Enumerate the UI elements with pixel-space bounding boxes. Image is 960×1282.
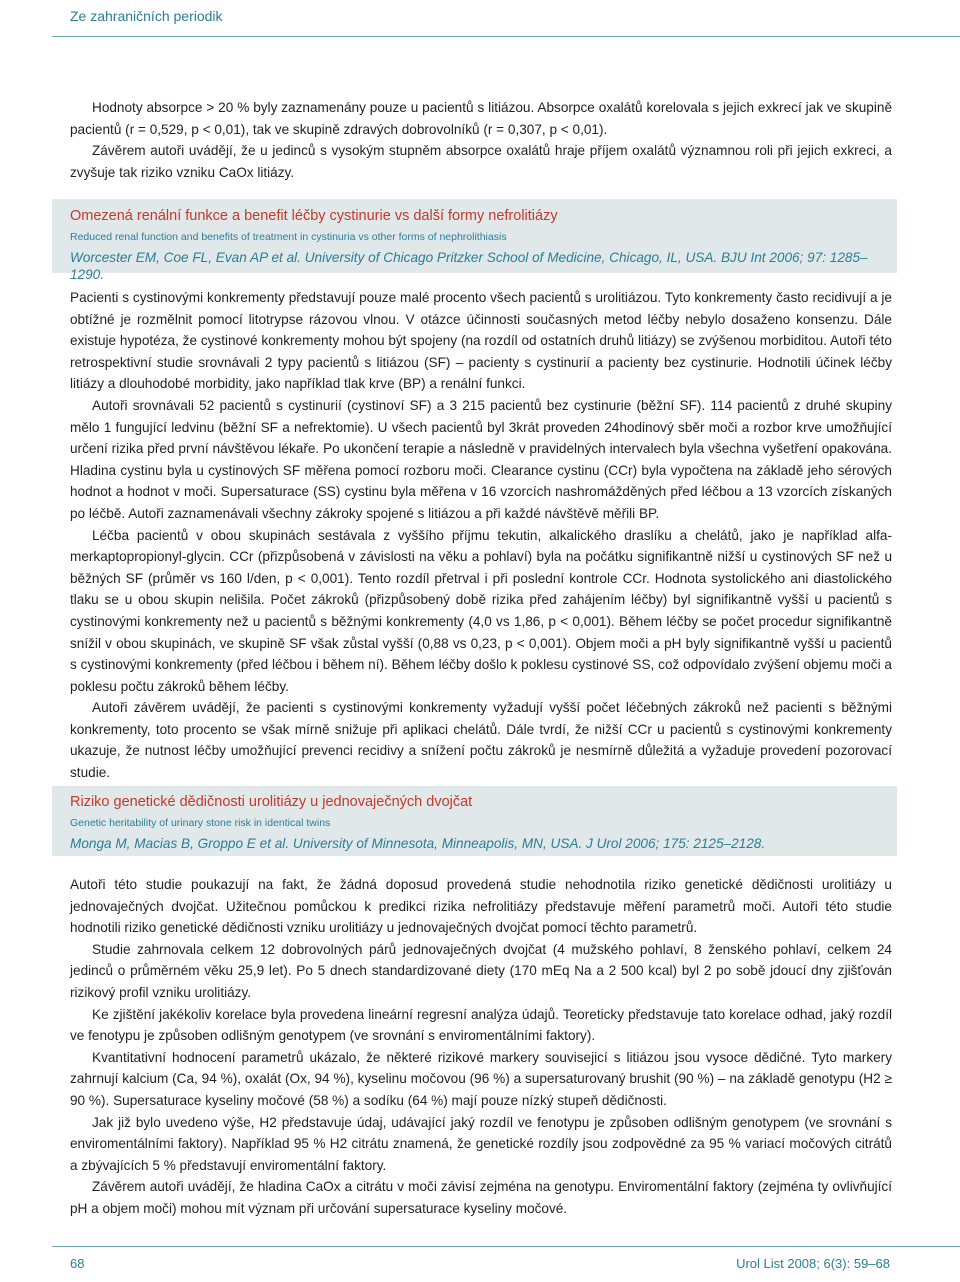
article-citation: Monga M, Macias B, Groppo E et al. University of Minnesota, Minneapolis, MN, USA. J Urol 2006; 175: 2125–2128.: [70, 836, 766, 851]
paragraph: Studie zahrnovala celkem 12 dobrovolných párů jednovaječných dvojčat (4 mužského pohlaví, 8 ženského pohlaví, celkem 24 jedinců o průměrném věku 25,9 let). Po 5 dnech standardizované diety (170 mEq Na a 2 500 kcal) byl 2 po sobě jdoucí dny zjišťován rizikový profil vzniku urolitiázy.: [70, 941, 892, 1000]
article-header-box: [52, 786, 897, 856]
footer-rule: [52, 1246, 960, 1247]
paragraph: Hodnoty absorpce > 20 % byly zaznamenány pouze u pacientů s litiázou. Absorpce oxalátů korelovala s jejich exkrecí jak ve skupině pacientů (r = 0,529, p < 0,01), tak ve skupině zdravých dobrovolníků (r = 0,307, p < 0,01).: [70, 100, 892, 137]
article-body: [70, 287, 892, 784]
article-title: Omezená renální funkce a benefit léčby cystinurie vs další formy nefrolitiázy: [70, 208, 558, 224]
paragraph: Autoři této studie poukazují na fakt, že žádná doposud provedená studie nehodnotila riziko genetické dědičnosti urolitiázy u jednovaječných dvojčat. Užitečnou pomůckou k predikci rizika nefrolitiázy představuje měření parametrů moči. Autoři této studie hodnotili riziko genetické dědičnosti vzniku urolitiázy u jednovaječných dvojčat pomocí těchto parametrů.: [70, 877, 892, 936]
article-subtitle: Genetic heritability of urinary stone risk in identical twins: [70, 817, 331, 829]
paragraph: Autoři srovnávali 52 pacientů s cystinurií (cystinoví SF) a 3 215 pacientů bez cystinurie (běžní SF). 114 pacientů z druhé skupiny mělo 1 fungující ledvinu (běžní SF a nefrektomie). U všech pacientů byl 3krát proveden 24hodinový sběr moči a rozbor krve umožňující určení rizika před první návštěvou lékaře. Po ukončení terapie a následně v pravidelných intervalech byla všechna vyšetření opakována. Hladina cystinu byla u cystinových SF měřena pomocí rozboru moči. Clearance cystinu (CCr) byla vypočtena na základě jeho sérových hodnot a hodnot v moči. Supersaturace (SS) cystinu byla měřena v 16 vzorcích nashromážděných před léčbou a 13 vzorcích získaných po léčbě. Autoři zaznamenávali všechny zákroky spojené s litiázou a při každé návštěvě měřili BP.: [70, 397, 892, 521]
paragraph: Pacienti s cystinovými konkrementy představují pouze malé procento všech pacientů s urolitiázou. Tyto konkrementy často recidivují a je obtížné je rozmělnit pomocí litotrypse rázovou vlnou. V otázce účinnosti současných metod léčby nebylo dosaženo konsenzu. Dále existuje hypotéza, že cystinové konkrementy mohou být spojeny (na rozdíl od ostatních druhů litiázy) se zvýšenou morbiditou. Autoři této retrospektivní studie srovnávali 2 typy pacientů s litiázou (SF) – pacienty s cystinurií a pacienty bez cystinurie. Hodnotili účinek léčby litiázy a dlouhodobé morbidity, jako například tlak krve (BP) a renální funkci.: [70, 290, 892, 392]
article-body: [70, 874, 892, 1220]
paragraph: Kvantitativní hodnocení parametrů ukázalo, že některé rizikové markery souvisejicí s litiázou jsou vysoce dědičné. Tyto markery zahrnují kalcium (Ca, 94 %), oxalát (Ox, 94 %), kyselinu močovou (96 %) a supersaturovaný brushit (90 %) – na základě genotypu (H2 ≥ 90 %). Supersaturace kyseliny močové (58 %) a sodíku (64 %) mají pouze nízký stupeň dědičnosti.: [70, 1049, 892, 1108]
article-header-box: [52, 199, 897, 282]
paragraph: Autoři závěrem uvádějí, že pacienti s cystinovými konkrementy vyžadují vyšší počet léčebných zákroků než pacienti s běžnými konkrementy, toto procento se však mírně snižuje při aplikaci chelátů. Dále tvrdí, že nižší CCr u pacientů s cystinovými konkrementy ukazuje, že nutnost léčby umožňující prevenci recidivy a snížení počtu zákroků je nesmírně důležitá a vyžaduje provedení pozorovací studie.: [70, 700, 892, 781]
paragraph: Jak již bylo uvedeno výše, H2 představuje údaj, udávající jaký rozdíl ve fenotypu je způsoben odlišným genotypem (ve srovnání s enviromentálními faktory). Například 95 % H2 citrátu znamená, že genetické rozdíly jsou zodpovědné za 95 % variací močových citrátů a zbývajících 5 % představují enviromentální faktory.: [70, 1114, 892, 1173]
article-citation: Worcester EM, Coe FL, Evan AP et al. University of Chicago Pritzker School of Medicine, Chicago, IL, USA. BJU Int 2006; 97: 1285–1290.: [70, 250, 868, 282]
article-title: Riziko genetické dědičnosti urolitiázy u jednovaječných dvojčat: [70, 794, 473, 810]
paragraph: Závěrem autoři uvádějí, že hladina CaOx a citrátu v moči závisí zejména na genotypu. Enviromentální faktory (zejména ty ovlivňující pH a objem moči) mohou mít význam při určování supersaturace kyseliny močové.: [70, 1179, 892, 1216]
paragraph: Závěrem autoři uvádějí, že u jedinců s vysokým stupněm absorpce oxalátů hraje příjem oxalátů významnou roli při jejich exkreci, a zvyšuje tak riziko vzniku CaOx litiázy.: [70, 143, 892, 180]
article-subtitle: Reduced renal function and benefits of treatment in cystinuria vs other forms of nephrolithiasis: [70, 231, 507, 243]
section-header: Ze zahraničních periodik: [70, 8, 223, 24]
intro-text: [70, 97, 892, 183]
journal-reference: Urol List 2008; 6(3): 59–68: [736, 1256, 890, 1271]
page-number: 68: [70, 1256, 85, 1271]
paragraph: Ke zjištění jakékoliv korelace byla provedena lineární regresní analýza údajů. Teoreticky představuje tato korelace odhad, jaký rozdíl ve fenotypu je způsoben odlišným genotypem (ve srovnání s enviromentálními faktory).: [70, 1006, 892, 1044]
paragraph: Léčba pacientů v obou skupinách sestávala z vyššího příjmu tekutin, alkalického draslíku a chelátů, jako je například alfa-merkaptopropionyl-glycin. CCr (přizpůsobená v závislosti na věku a pohlaví) byla na počátku signifikantně nižší u cystinových SF než u běžných SF (průměr vs 160 l/den, p < 0,001). Tento rozdíl přetrval i při poslední kontrole CCr. Hodnota systolického ani diastolického tlaku se u obou skupin nelišila. Počet zákroků (přizpůsobený době rizika před zahájením léčby) byl signifikantně vyšší u pacientů s cystinovými konkrementy než u pacientů s běžnými konkrementy (4,0 vs 1,86, p < 0,001). Během léčby se počet procedur signifikantně snížil v obou skupinách, ve skupině SF však zůstal vyšší (0,88 vs 0,23, p < 0,001). Objem moči a pH byly signifikantně vyšší u pacientů s cystinovými konkrementy (před léčbou i během ní). Během léčby došlo k poklesu cystinové SS, což odpovídalo zvýšení objemu moči a poklesu počtu zákroků během léčby.: [70, 527, 892, 694]
